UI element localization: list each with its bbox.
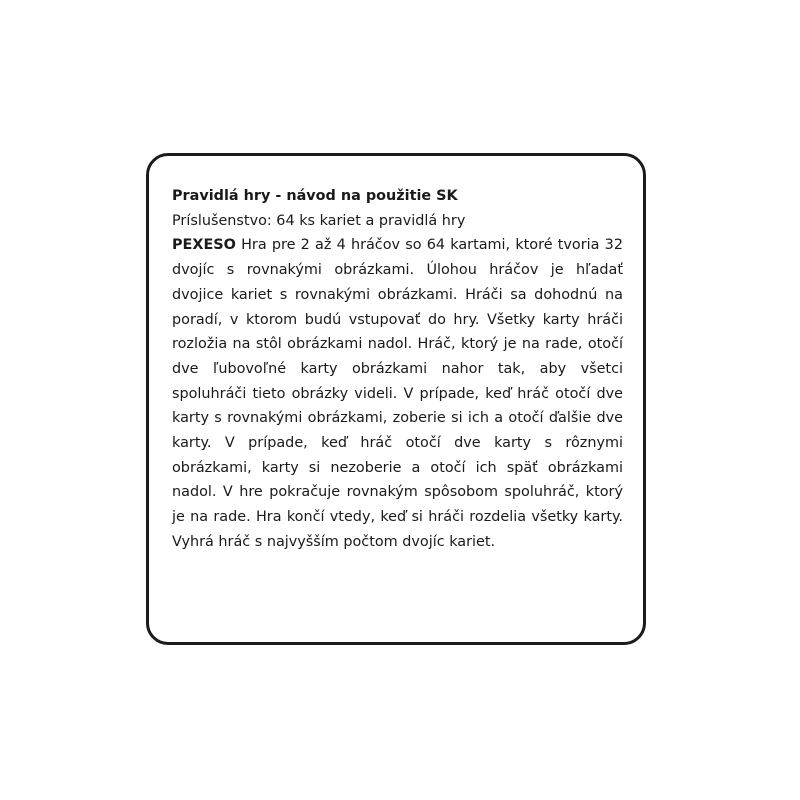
rules-text: Hra pre 2 až 4 hráčov so 64 kartami, ktoré tvoria 32 dvojíc s rovnakými obrázkami. Úlohou hráčov je hľadať dvojice kariet s rovnakými obrázkami. Hráči sa dohodnú na poradí, v ktorom budú vstupovať do hry. Všetky karty hráči rozložia na stôl obrázkami nadol. Hráč, ktorý je na rade, otočí dve ľubovoľné karty obrázkami nahor tak, aby všetci spoluhráči tieto obrázky videli. V prípade, keď hráč otočí dve karty s rovnakými obrázkami, zoberie si ich a otočí ďalšie dve karty. V prípade, keď hráč otočí dve karty s rôznymi obrázkami, karty si nezoberie a otočí ich späť obrázkami nadol. V hre pokračuje rovnakým spôsobom spoluhráč, ktorý je na rade. Hra končí vtedy, keď si hráči rozdelia všetky karty. Vyhrá hráč s najvyšším počtom dvojíc kariet. bbox=[172, 237, 623, 550]
rules-paragraph bbox=[172, 233, 623, 554]
rules-title: Pravidlá hry - návod na použitie SK bbox=[172, 188, 458, 204]
brand-name: PEXESO bbox=[172, 237, 236, 254]
rules-content bbox=[172, 184, 623, 555]
accessories-line: Príslušenstvo: 64 ks kariet a pravidlá hry bbox=[172, 212, 466, 229]
rules-card bbox=[146, 153, 646, 645]
